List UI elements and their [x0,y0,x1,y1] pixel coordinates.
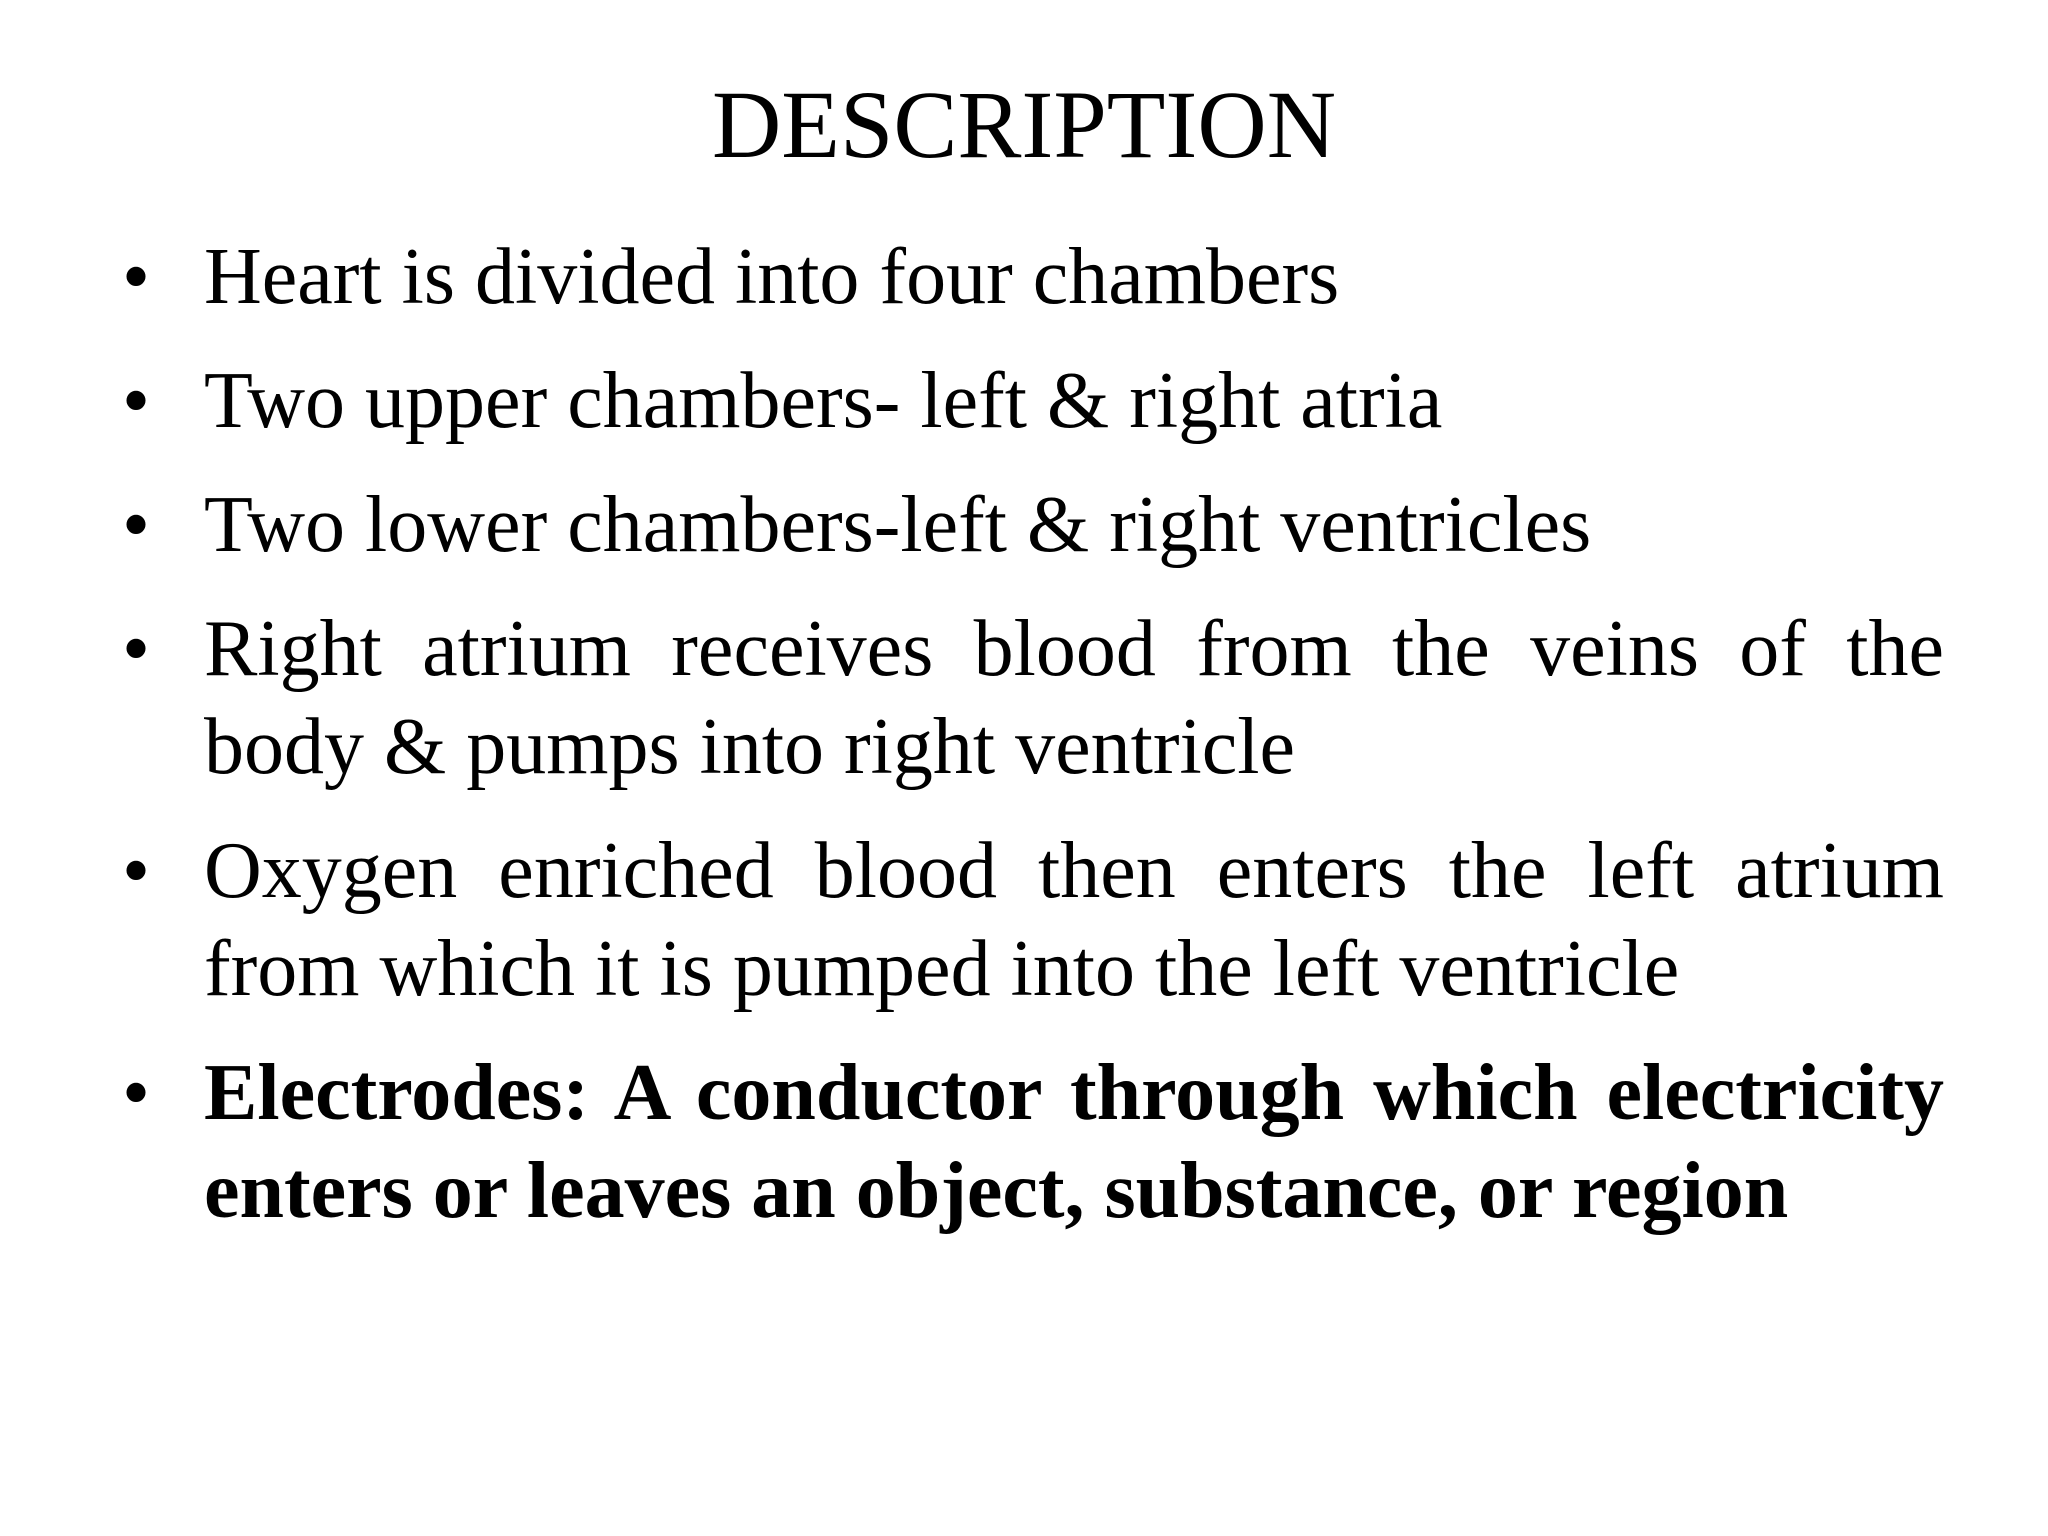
bullet-list [118,228,1948,1240]
bullet-icon: • [122,233,151,321]
bullet-icon: • [122,481,151,569]
bullet-text: Two lower chambers-left & right ventricles [204,481,1592,569]
slide-title: DESCRIPTION [711,71,1337,178]
bullet-icon: • [122,357,151,445]
list-item [118,228,1948,326]
bullet-icon: • [122,605,151,693]
bullet-icon: • [122,827,151,915]
bullet-text: Right atrium receives blood from the veins of the body & pumps into right ventricle [204,605,1944,791]
list-item [118,822,1948,1018]
list-item [118,352,1948,450]
bullet-text: Two upper chambers- left & right atria [204,357,1443,445]
bullet-text-bold: Electrodes: A conductor through which electricity enters or leaves an object, substance, or region [204,1049,1944,1235]
bullet-icon: • [122,1049,151,1137]
bullet-text: Oxygen enriched blood then enters the left atrium from which it is pumped into the left ventricle [204,827,1944,1013]
list-item [118,476,1948,574]
bullet-text: Heart is divided into four chambers [204,233,1340,321]
list-item [118,600,1948,796]
list-item [118,1044,1948,1240]
